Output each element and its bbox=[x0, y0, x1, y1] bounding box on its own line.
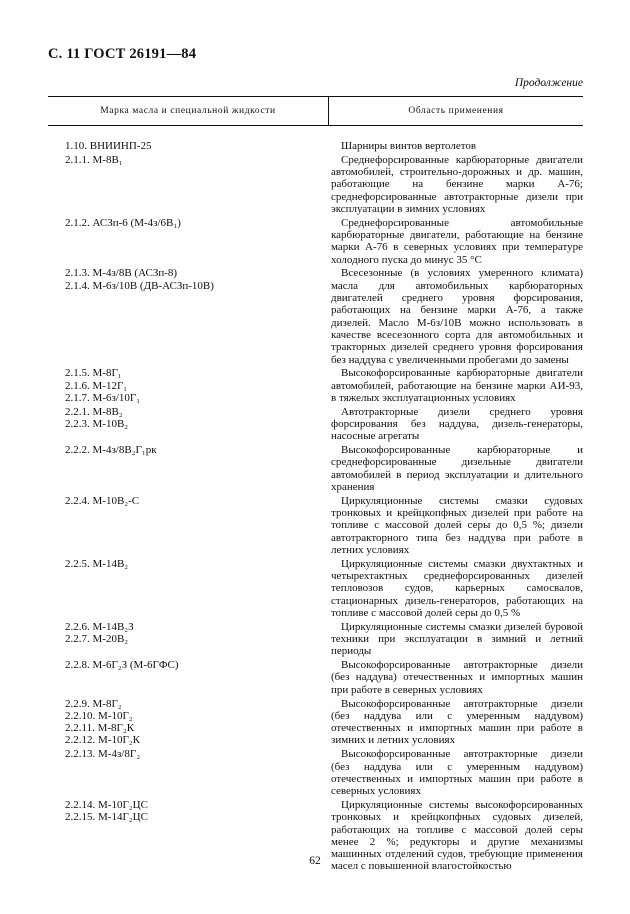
oil-grade: 2.2.10. М-10Г₂ bbox=[65, 709, 133, 722]
table-row bbox=[48, 154, 583, 215]
application-text: Высокофорсированные карбюраторные и среднефорсированные дизельные двигатели автомобилей в период эксплуатации и длительного хранения bbox=[331, 444, 583, 494]
table-row bbox=[48, 367, 583, 404]
oil-grade-cell bbox=[48, 558, 316, 619]
table-body bbox=[48, 140, 583, 873]
oil-grade: 2.2.4. М-10В₂-С bbox=[65, 494, 140, 507]
oil-grade-cell bbox=[48, 217, 316, 266]
page-header: С. 11 ГОСТ 26191—84 bbox=[48, 46, 197, 62]
application-text: Шарниры винтов вертолетов bbox=[341, 140, 477, 152]
oil-grade: 1.10. ВНИИНП-25 bbox=[65, 140, 152, 152]
table-row bbox=[48, 267, 583, 365]
oil-grade: 2.2.3. М-10В₂ bbox=[65, 418, 129, 431]
column-header-application: Область применения bbox=[408, 106, 504, 116]
page-number: 62 bbox=[309, 855, 321, 867]
table-row bbox=[48, 444, 583, 493]
application-text: Высокофорсированные карбюраторные двигатели автомобилей, работающие на бензине марки АИ-93, в тяжелых эксплуатационных условиях bbox=[331, 367, 583, 404]
table-row bbox=[48, 698, 583, 747]
table-row bbox=[48, 621, 583, 658]
oil-grade-cell bbox=[48, 444, 316, 493]
oil-grade: 2.2.11. М-8Г₂К bbox=[65, 722, 135, 735]
oil-grade: 2.1.6. М-12Г₁ bbox=[65, 379, 128, 392]
table-row bbox=[48, 558, 583, 619]
oil-grade: 2.1.1. М-8В₁ bbox=[65, 153, 123, 166]
application-text: Высокофорсированные автотракторные дизели (без наддува или с умеренным наддувом) отечественных и импортных машин при работе в северных условиях bbox=[331, 748, 583, 798]
oil-grade-cell bbox=[48, 406, 316, 443]
table-row bbox=[48, 406, 583, 443]
oil-grade-cell bbox=[48, 267, 316, 365]
application-text: Циркуляционные системы смазки двухтактных и четырехтактных среднефорсированных дизелей тепловозов судов, карьерных самосвалов, стационарных дизель-генераторов, работающих на топливе с массовой долей серы до 0,5 % bbox=[331, 557, 583, 619]
application-text: Автотракторные дизели среднего уровня форсирования без наддува, дизель-генераторы, насосные агрегаты bbox=[331, 405, 583, 443]
table-header bbox=[48, 97, 583, 125]
oil-grade: 2.1.3. М-4з/8В (АСЗп-8) bbox=[65, 267, 178, 280]
oil-grade: 2.2.13. М-4з/8Г₂ bbox=[65, 748, 141, 761]
table-row bbox=[48, 217, 583, 266]
application-text: Среднефорсированные автомобильные карбюраторные двигатели, работающие на бензине марки А-76 в северных условиях при температуре холодного пуска до минус 35 °С bbox=[331, 216, 583, 266]
oil-grade-cell bbox=[48, 621, 316, 658]
table-row bbox=[48, 659, 583, 696]
table-row bbox=[48, 140, 583, 152]
oil-grade: 2.2.8. М-6Г₂З (М-6ГФС) bbox=[65, 659, 179, 672]
oil-grade-cell bbox=[48, 659, 316, 696]
oil-grade: 2.2.12. М-10Г₂К bbox=[65, 734, 140, 747]
oil-grade: 2.2.6. М-14В₂З bbox=[65, 620, 134, 633]
oil-grade-cell bbox=[48, 748, 316, 797]
oil-grade: 2.1.7. М-6з/10Г₁ bbox=[65, 391, 141, 404]
application-text: Среднефорсированные карбюраторные двигатели автомобилей, строительно-дорожных и др. машин, работающие на бензине марки А-76; среднефорсированные автотракторные дизели при эксплуатации в зимних условиях bbox=[331, 153, 583, 215]
oil-grade-cell bbox=[48, 495, 316, 556]
oil-table bbox=[48, 96, 583, 874]
application-text: Всесезонные (в условиях умеренного климата) масла для автомобильных карбюраторных двигателей среднего уровня форсирования, работающих на бензине марки А-76, а также дизелей. Масло М-6з/10В можно использовать в качестве всесезонного сорта для автомобильных и тракторных дизелей среднего уровня форсирования без наддува с увеличенными пробегами до замены bbox=[331, 267, 583, 366]
oil-grade: 2.2.9. М-8Г₂ bbox=[65, 697, 122, 710]
application-text: Циркуляционные системы смазки судовых тронковых и крейцкопфных дизелей при работе на топливе с массовой долей серы до 0,5 %; дизели автотракторного типа без наддува при работе в летних условиях bbox=[331, 494, 583, 556]
column-header-grade: Марка масла и специальной жидкости bbox=[48, 97, 329, 125]
oil-grade: 2.2.1. М-8В₂ bbox=[65, 405, 123, 418]
table-row bbox=[48, 495, 583, 556]
oil-grade: 2.2.5. М-14В₂ bbox=[65, 557, 129, 570]
oil-grade: 2.2.7. М-20В₂ bbox=[65, 633, 129, 646]
oil-grade-cell bbox=[48, 154, 316, 215]
oil-grade-cell bbox=[48, 367, 316, 404]
oil-grade: 2.2.2. М-4з/8В₂Г₁рк bbox=[65, 444, 157, 457]
oil-grade: 2.2.14. М-10Г₂ЦС bbox=[65, 798, 148, 811]
continuation-label: Продолжение bbox=[514, 77, 583, 89]
oil-grade: 2.1.5. М-8Г₁ bbox=[65, 367, 122, 380]
application-text: Циркуляционные системы высокофорсированных тронковых и крейцкопфных судовых дизелей, работающих на топливе с массовой долей серы менее 2 %; редукторы и другие механизмы машинных отделений судов, требующие применения масел с повышенной влагостойкостью bbox=[331, 798, 583, 873]
oil-grade-cell bbox=[48, 698, 316, 747]
oil-grade: 2.1.2. АСЗп-6 (М-4з/6В₁) bbox=[65, 216, 181, 229]
oil-grade-cell bbox=[48, 140, 316, 152]
table-row bbox=[48, 748, 583, 797]
oil-grade: 2.1.4. М-6з/10В (ДВ-АСЗп-10В) bbox=[65, 279, 214, 292]
application-text: Высокофорсированные автотракторные дизели (без наддува или с умеренным наддувом) отечественных и импортных машин при работе в зимних и летних условиях bbox=[331, 697, 583, 747]
column-divider bbox=[328, 140, 329, 873]
table-header-rule bbox=[48, 125, 583, 126]
oil-grade: 2.2.15. М-14Г₂ЦС bbox=[65, 811, 148, 824]
application-text: Высокофорсированные автотракторные дизели (без наддува) отечественных и импортных машин при работе в северных условиях bbox=[331, 659, 583, 696]
application-text: Циркуляционные системы смазки дизелей буровой техники при эксплуатации в зимний и летний периоды bbox=[331, 620, 583, 658]
